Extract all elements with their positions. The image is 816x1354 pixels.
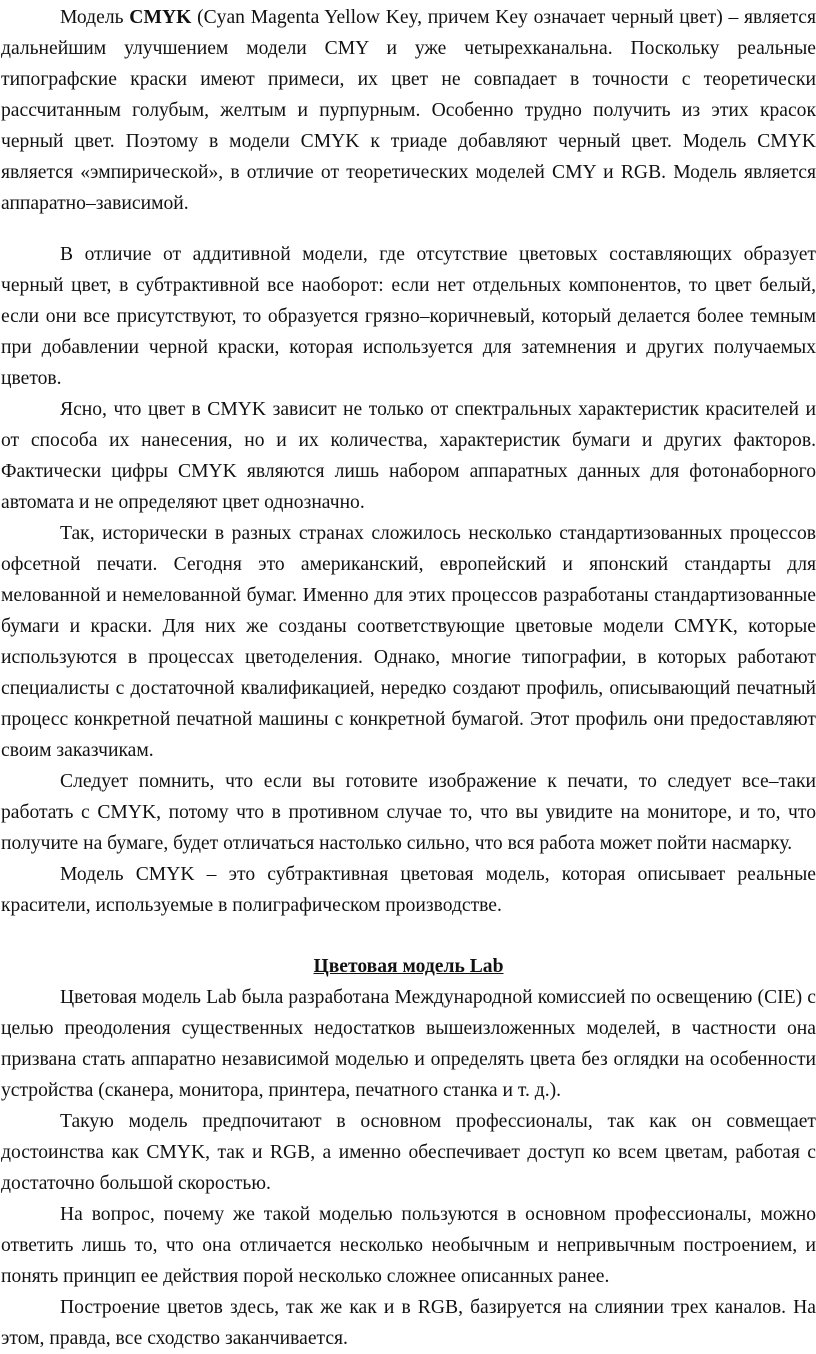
paragraph-cmyk-dependence: Ясно, что цвет в CMYK зависит не только от спектральных характеристик красителей и от способа их нанесения, но и их количества, характеристик бумаги и других факторов. Фактически цифры CMYK являются лишь набором аппаратных данных для фотонаборного автомата и не определяют цвет однозначно. bbox=[1, 399, 816, 513]
paragraph-lab-origin: Цветовая модель Lab была разработана Международной комиссией по освещению (CIE) с целью преодоления существенных недостатков вышеизложенных моделей, в частности она призвана стать аппаратно независимой моделью и определять цвета без оглядки на особенности устройства (сканера, монитора, принтера, печатного станка и т. д.). bbox=[1, 987, 816, 1101]
section-spacer bbox=[1, 921, 816, 951]
paragraph-spacer bbox=[1, 219, 816, 239]
paragraph-lab-professionals: Такую модель предпочитают в основном профессионалы, так как он совмещает достоинства как CMYK, так и RGB, а именно обеспечивает доступ ко всем цветам, работая с достаточно большой скоростью. bbox=[1, 1111, 816, 1194]
cmyk-intro-rest: (Cyan Magenta Yellow Key, причем Key означает черный цвет) – является дальнейшим улучшением модели CMY и уже четырехканальна. Поскольку реальные типографские краски имеют примеси, их цвет не совпадает в точности с теоретически рассчитанным голубым, желтым и пурпурным. Особенно трудно получить из этих красок черный цвет. Поэтому в модели CMYK к триаде добавляют черный цвет. Модель CMYK является «эмпирической», в отличие от теоретических моделей CMY и RGB. Модель является аппаратно–зависимой. bbox=[1, 7, 816, 214]
paragraph-subtractive: В отличие от аддитивной модели, где отсутствие цветовых составляющих образует черный цвет, в субтрактивной все наоборот: если нет отдельных компонентов, то цвет белый, если они все присутствуют, то образуется грязно–коричневый, который делается более темным при добавлении черной краски, которая используется для затемнения и других получаемых цветов. bbox=[1, 244, 816, 389]
paragraph-lab-channels: Построение цветов здесь, так же как и в RGB, базируется на слиянии трех каналов. На этом, правда, все сходство заканчивается. bbox=[1, 1297, 816, 1349]
paragraph-print-advice: Следует помнить, что если вы готовите изображение к печати, то следует все–таки работать с CMYK, потому что в противном случае то, что вы увидите на мониторе, и то, что получите на бумаге, будет отличаться настолько сильно, что вся работа может пойти насмарку. bbox=[1, 771, 816, 854]
cmyk-intro-lead: Модель bbox=[60, 7, 130, 28]
cmyk-term: CMYK bbox=[129, 7, 192, 28]
paragraph-cmyk-intro bbox=[1, 2, 816, 219]
paragraph-offset-standards: Так, исторически в разных странах сложилось несколько стандартизованных процессов офсетной печати. Сегодня это американский, европейский и японский стандарты для мелованной и немелованной бумаг. Именно для этих процессов разработаны стандартизованные бумаги и краски. Для них же созданы соответствующие цветовые модели CMYK, которые используются в процессах цветоделения. Однако, многие типографии, в которых работают специалисты с достаточной квалификацией, нередко создают профиль, описывающий печатный процесс конкретной печатной машины с конкретной бумагой. Этот профиль они предоставляют своим заказчикам. bbox=[1, 523, 816, 761]
section-heading-lab: Цветовая модель Lab bbox=[313, 956, 504, 977]
paragraph-cmyk-summary: Модель CMYK – это субтрактивная цветовая модель, которая описывает реальные красители, используемые в полиграфическом производстве. bbox=[1, 864, 816, 916]
paragraph-lab-question: На вопрос, почему же такой моделью пользуются в основном профессионалы, можно ответить лишь то, что она отличается несколько необычным и непривычным построением, и понять принцип ее действия порой несколько сложнее описанных ранее. bbox=[1, 1204, 816, 1287]
